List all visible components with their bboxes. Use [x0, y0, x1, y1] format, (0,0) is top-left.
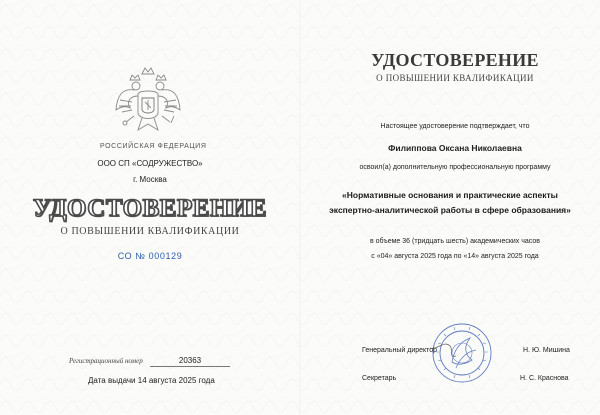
program-title-line-2: экспертно-аналитической работы в сфере образования»: [329, 205, 571, 215]
registration-number-line: [150, 366, 230, 367]
registration-number-label: Регистрационный номер: [69, 357, 143, 365]
program-title-line-1: «Нормативные основания и практические аспекты: [342, 190, 558, 200]
secretary-name: Н. С. Краснова: [520, 375, 569, 382]
issue-date: Дата выдачи 14 августа 2025 года: [88, 376, 215, 385]
mastered-text: освоил(а) дополнительную профессиональную программу: [359, 164, 551, 171]
holder-name: Филиппова Оксана Николаевна: [388, 143, 522, 153]
right-title: УДОСТОВЕРЕНИЕ: [371, 50, 539, 70]
russian-coat-of-arms-icon: [114, 66, 182, 138]
secretary-label: Секретарь: [362, 375, 397, 382]
left-title: УДОСТОВЕРЕНИЕ: [33, 195, 267, 222]
director-label: Генеральный директор: [362, 347, 438, 354]
certificate-number: СО № 000129: [117, 251, 183, 261]
left-subtitle: О ПОВЫШЕНИИ КВАЛИФИКАЦИИ: [60, 226, 240, 237]
organization-name: ООО СП «СОДРУЖЕСТВО»: [97, 159, 203, 168]
director-name: Н. Ю. Мишина: [523, 347, 570, 354]
course-period: с «04» августа 2025 года по «14» августа 2025 года: [371, 253, 539, 260]
course-volume: в объеме 36 (тридцать шесть) академических часов: [370, 238, 540, 245]
registration-number: 20363: [178, 356, 202, 365]
city-label: г. Москва: [133, 175, 167, 184]
country-label: РОССИЙСКАЯ ФЕДЕРАЦИЯ: [100, 143, 207, 150]
right-subtitle: О ПОВЫШЕНИИ КВАЛИФИКАЦИИ: [376, 73, 534, 83]
confirmation-text: Настоящее удостоверение подтверждает, что: [380, 123, 530, 130]
official-seal-icon: [430, 322, 494, 384]
